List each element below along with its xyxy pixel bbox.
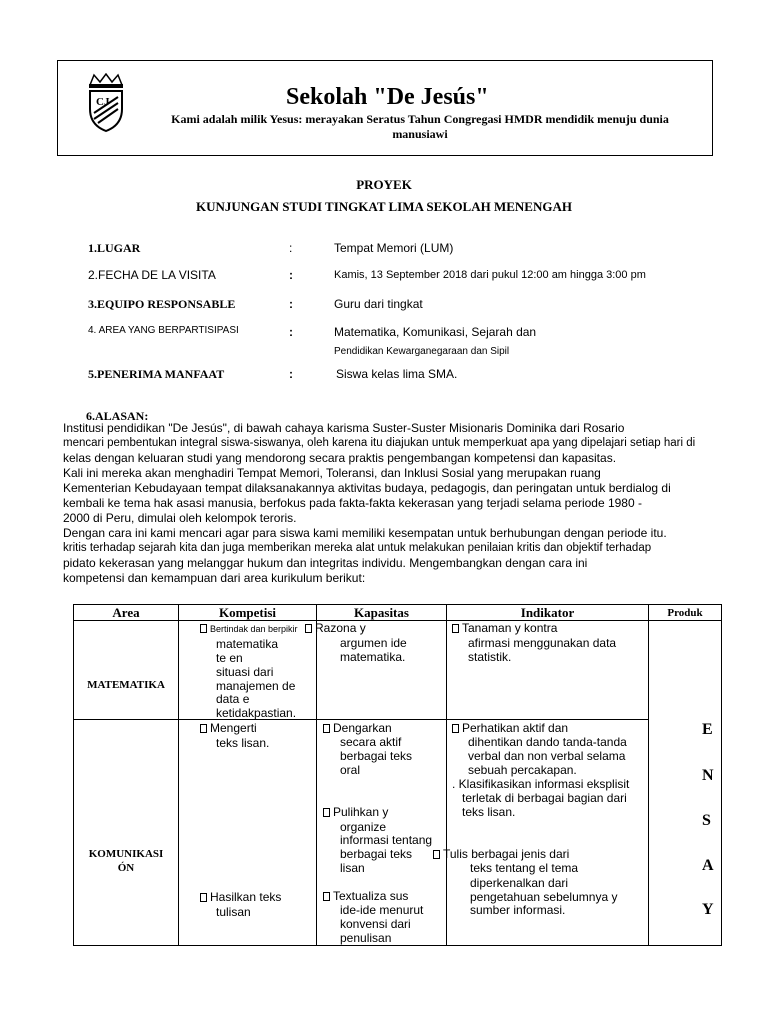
bullet-icon (323, 724, 330, 733)
field-fecha-colon: : (289, 268, 293, 282)
kapasitas-line: organize (340, 820, 387, 834)
field-penerima-colon: : (289, 367, 293, 381)
kapasitas-line: Dengarkan (323, 721, 392, 735)
alasan-line: kembali ke tema hak asasi manusia, berfokus pada fakta-fakta kekerasan yang terjadi selama periode 1980 - (63, 496, 642, 510)
field-equipo-label: 3.EQUIPO RESPONSABLE (88, 297, 236, 311)
alasan-line: Dengan cara ini kami mencari agar para siswa kami memiliki kesempatan untuk berhubungan dengan periode itu. (63, 526, 667, 540)
field-penerima-label: 5.PENERIMA MANFAAT (88, 367, 225, 381)
school-title: Sekolah "De Jesús" (286, 84, 489, 110)
kompetisi-line: Mengerti (200, 721, 257, 735)
kapasitas-line: ide-ide menurut (340, 903, 424, 917)
table-header-produk: Produk (667, 607, 703, 619)
kompetisi-line: Bertindak dan berpikir (200, 622, 298, 636)
indikator-line: Perhatikan aktif dan (452, 721, 568, 735)
indikator-line: verbal dan non verbal selama (468, 749, 626, 763)
kapasitas-line: lisan (340, 861, 365, 875)
school-motto: Kami adalah milik Yesus: merayakan Seratus Tahun Congregasi HMDR mendidik menuju dunia manusiawi (171, 112, 669, 141)
school-crest-icon (84, 73, 128, 133)
alasan-line: 2000 di Peru, dimulai oleh kelompok teroris. (63, 511, 297, 525)
area-komunikasi: KOMUNIKASI ÓN (88, 848, 164, 874)
kompetisi-line: manajemen de (216, 679, 296, 693)
alasan-line: mencari pembentukan integral siswa-siswanya, oleh karena itu diajukan untuk memperkuat apa yang dipelajari setiap hari di (63, 437, 696, 449)
kapasitas-line: penulisan (340, 931, 392, 945)
bullet-icon (323, 808, 330, 817)
field-area-label: 4. AREA YANG BERPARTISIPASI (88, 325, 239, 336)
indikator-line: sebuah percakapan. (468, 763, 577, 777)
produk-letter: E (702, 721, 713, 738)
alasan-line: Institusi pendidikan "De Jesús", di bawah cahaya karisma Suster-Suster Misionaris Dominika dari Rosario (63, 421, 625, 435)
field-lugar-value: Tempat Memori (LUM) (334, 241, 454, 255)
indikator-line: teks lisan. (462, 805, 516, 819)
bullet-icon (305, 624, 312, 633)
indikator-line: teks tentang el tema (470, 861, 579, 875)
bullet-icon (200, 724, 207, 733)
indikator-line: pengetahuan sebelumnya y (470, 890, 618, 904)
kompetisi-line: teks lisan. (216, 736, 270, 750)
indikator-line: sumber informasi. (470, 903, 566, 917)
table-header-kapasitas: Kapasitas (354, 605, 409, 620)
indikator-line: Tanaman y kontra (452, 621, 557, 635)
field-penerima-value: Siswa kelas lima SMA. (336, 367, 458, 381)
indikator-line: statistik. (468, 650, 512, 664)
alasan-line: kritis terhadap sejarah kita dan juga memberikan mereka alat untuk melakukan penilaian kritis dan objektif terhadap (63, 542, 652, 554)
produk-letter: S (702, 812, 711, 829)
alasan-line: pidato kekerasan yang melanggar hukum dan integritas individu. Mengembangkan dengan cara ini (63, 556, 588, 570)
field-equipo-value: Guru dari tingkat (334, 297, 423, 311)
produk-letter: N (702, 767, 714, 784)
bullet-icon (433, 850, 440, 859)
svg-text:CJ: CJ (96, 96, 110, 108)
field-area-colon: : (289, 325, 293, 339)
indikator-line: terletak di berbagai bagian dari (462, 791, 627, 805)
alasan-line: kelas dengan keluaran studi yang mendorong secara praktis pengembangan kompetensi dan kapasitas. (63, 451, 617, 465)
produk-letter: A (702, 857, 714, 874)
bullet-icon (200, 624, 207, 633)
alasan-line: Kementerian Kebudayaan tempat dilaksanakannya aktivitas budaya, pedagogis, dan peringatan untuk berdialog di (63, 481, 671, 495)
kapasitas-line: informasi tentang (340, 833, 433, 847)
area-matematika: MATEMATIKA (87, 679, 165, 691)
kapasitas-line: berbagai teks (340, 749, 413, 763)
kompetisi-line: tulisan (216, 905, 251, 919)
kompetisi-line: Hasilkan teks (200, 890, 281, 904)
kompetisi-line: te en (216, 651, 243, 665)
table-header-indikator: Indikator (520, 605, 575, 620)
kompetisi-line: ketidakpastian. (216, 706, 297, 720)
kapasitas-line: Textualiza sus (323, 889, 408, 903)
kapasitas-line: argumen ide (340, 636, 407, 650)
kapasitas-line: Razona y (305, 621, 366, 635)
field-lugar-label: 1.LUGAR (88, 241, 141, 255)
project-label: PROYEK (356, 177, 412, 192)
bullet-icon (452, 624, 459, 633)
indikator-line: diperkenalkan dari (470, 876, 569, 890)
indikator-line: . Klasifikasikan informasi eksplisit (452, 777, 630, 791)
kapasitas-line: oral (340, 763, 361, 777)
kapasitas-line: berbagai teks (340, 847, 413, 861)
kapasitas-line: matematika. (340, 650, 406, 664)
bullet-icon (452, 724, 459, 733)
project-title: KUNJUNGAN STUDI TINGKAT LIMA SEKOLAH MENENGAH (196, 199, 572, 214)
produk-letter: Y (702, 901, 714, 918)
field-fecha-value: Kamis, 13 September 2018 dari pukul 12:00 am hingga 3:00 pm (334, 269, 646, 281)
kompetisi-line: situasi dari (216, 665, 274, 679)
alasan-title: 6.ALASAN: (86, 409, 149, 423)
field-fecha-label: 2.FECHA DE LA VISITA (88, 268, 216, 282)
bullet-icon (323, 892, 330, 901)
field-area-value: Matematika, Komunikasi, Sejarah dan (334, 325, 537, 339)
kompetisi-line: data e (216, 692, 250, 706)
bullet-icon (200, 893, 207, 902)
table-header-area: Area (112, 605, 140, 620)
alasan-line: kompetensi dan kemampuan dari area kurikulum berikut: (63, 571, 366, 585)
indikator-line: dihentikan dando tanda-tanda (468, 735, 627, 749)
field-lugar-colon: : (289, 241, 293, 255)
kapasitas-line: secara aktif (340, 735, 402, 749)
indikator-line: Tulis berbagai jenis dari (433, 847, 569, 861)
kapasitas-line: konvensi dari (340, 917, 411, 931)
field-equipo-colon: : (289, 297, 293, 311)
field-area-value-2: Pendidikan Kewarganegaraan dan Sipil (334, 346, 510, 357)
alasan-line: Kali ini mereka akan menghadiri Tempat Memori, Toleransi, dan Inklusi Sosial yang merupakan ruang (63, 466, 601, 480)
kapasitas-line: Pulihkan y (323, 805, 388, 819)
kompetisi-line: matematika (216, 637, 279, 651)
indikator-line: afirmasi menggunakan data (468, 636, 617, 650)
table-header-kompetisi: Kompetisi (218, 605, 277, 620)
